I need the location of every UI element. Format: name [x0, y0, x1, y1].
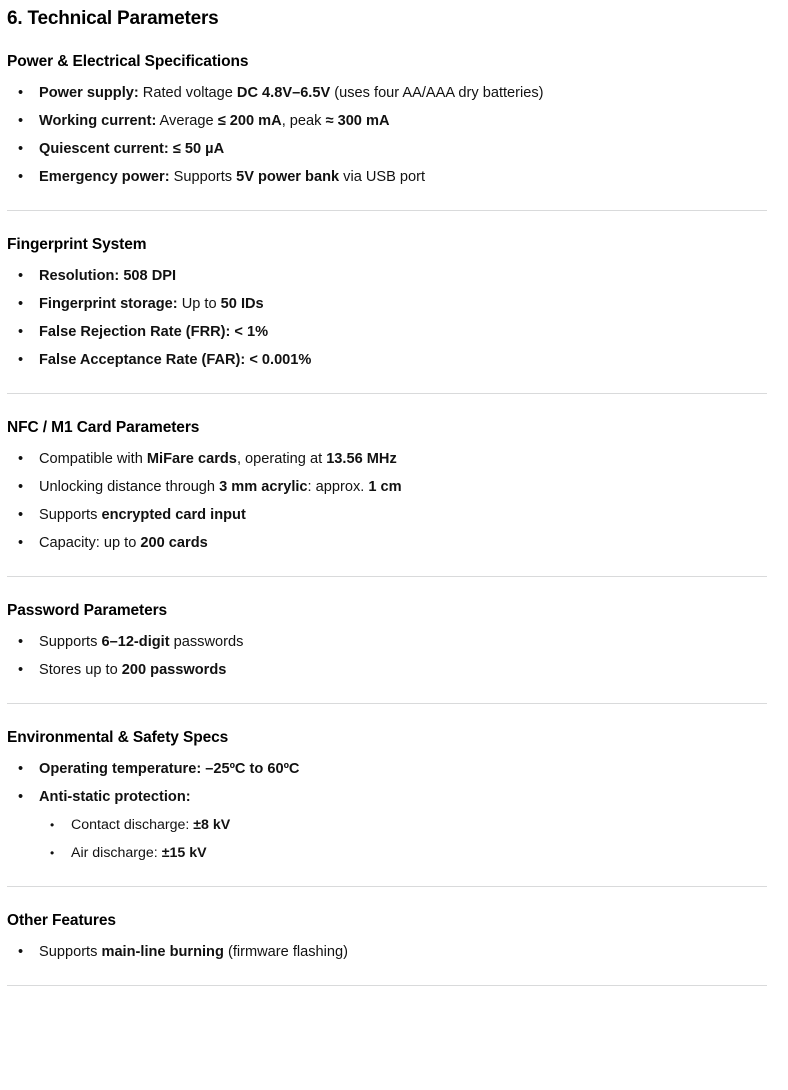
bullet-text-emphasis: False Rejection Rate (FRR): < 1%: [39, 324, 269, 340]
bullet-icon: •: [18, 507, 24, 523]
list-item-content: [39, 761, 299, 777]
bullet-text-emphasis: 200 cards: [140, 535, 208, 551]
sub-bullet-icon: •: [50, 818, 55, 832]
bullet-text-emphasis: ≈ 300 mA: [325, 113, 390, 129]
bullet-icon: •: [18, 324, 24, 340]
bullet-text: Contact discharge:: [71, 817, 194, 833]
section-heading: Password Parameters: [7, 602, 168, 619]
bullet-text: (uses four AA/AAA dry batteries): [330, 85, 544, 101]
list-item: [7, 346, 778, 374]
bullet-text-emphasis: Operating temperature: –25ºC to 60ºC: [39, 761, 300, 777]
bullet-text: Supports: [39, 634, 102, 650]
list-item: [7, 938, 778, 966]
bullet-text-emphasis: MiFare cards: [146, 451, 237, 467]
bullet-text-emphasis: ≤ 200 mA: [217, 113, 282, 129]
spec-section: [7, 577, 778, 684]
section-heading: Environmental & Safety Specs: [7, 729, 229, 746]
spec-list: [7, 262, 778, 374]
sub-list-item-content: [71, 817, 230, 833]
bullet-icon: •: [18, 296, 24, 312]
list-item-content: [39, 944, 348, 960]
bullet-text-emphasis: ±15 kV: [161, 845, 207, 861]
spec-list: [7, 79, 778, 191]
list-item-content: [39, 479, 402, 495]
list-item: [7, 290, 778, 318]
page-title: 6. Technical Parameters: [7, 8, 219, 29]
bullet-icon: •: [18, 352, 24, 368]
bullet-text: , operating at: [236, 451, 327, 467]
section-heading: Power & Electrical Specifications: [7, 53, 249, 70]
list-item-content: [39, 789, 191, 805]
bullet-text-emphasis: Resolution: 508 DPI: [39, 268, 177, 284]
bullet-text-emphasis: Anti-static protection:: [39, 789, 191, 805]
bullet-text-emphasis: 13.56 MHz: [326, 451, 397, 467]
list-item: [7, 501, 778, 529]
bullet-text: (firmware flashing): [223, 944, 348, 960]
spec-section: [7, 704, 778, 867]
list-item: [7, 163, 778, 191]
bullet-text-emphasis: 3 mm acrylic: [219, 479, 308, 495]
bullet-text-emphasis: ±8 kV: [193, 817, 231, 833]
bottom-spacer: [7, 986, 778, 1000]
bullet-text-emphasis: False Acceptance Rate (FAR): < 0.001%: [39, 352, 312, 368]
bullet-text: Unlocking distance through: [39, 479, 220, 495]
list-item-content: [39, 268, 176, 284]
bullet-text-emphasis: 6–12-digit: [101, 634, 170, 650]
list-item: [7, 262, 778, 290]
list-item-content: [39, 113, 390, 129]
spec-section: [7, 887, 778, 966]
sections-container: [7, 32, 778, 986]
bullet-icon: •: [18, 634, 24, 650]
bullet-icon: •: [18, 761, 24, 777]
list-item: [7, 783, 778, 867]
bullet-text-emphasis: Emergency power:: [39, 169, 170, 185]
bullet-icon: •: [18, 451, 24, 467]
list-item: [7, 473, 778, 501]
bullet-text-emphasis: Working current:: [39, 113, 157, 129]
list-item: [7, 318, 778, 346]
list-item-content: [39, 352, 311, 368]
bullet-text: Up to: [177, 296, 221, 312]
bullet-text: : approx.: [307, 479, 369, 495]
spec-list: [7, 628, 778, 684]
list-item-content: [39, 662, 226, 678]
bullet-text: Supports: [39, 507, 102, 523]
bullet-icon: •: [18, 535, 24, 551]
bullet-icon: •: [18, 169, 24, 185]
bullet-text: Average: [156, 113, 218, 129]
list-item-content: [39, 169, 425, 185]
list-item-content: [39, 507, 246, 523]
bullet-text: Supports: [39, 944, 102, 960]
bullet-text-emphasis: 50 IDs: [220, 296, 264, 312]
bullet-icon: •: [18, 268, 24, 284]
bullet-text-emphasis: Quiescent current: ≤ 50 µA: [39, 141, 225, 157]
list-item: [7, 79, 778, 107]
spec-sublist: [39, 811, 778, 867]
bullet-text: Air discharge:: [71, 845, 162, 861]
list-item-content: [39, 296, 264, 312]
spec-section: [7, 32, 778, 191]
bullet-icon: •: [18, 479, 24, 495]
spec-list: [7, 755, 778, 867]
bullet-text: Rated voltage: [138, 85, 237, 101]
bullet-text-emphasis: 200 passwords: [121, 662, 227, 678]
list-item-content: [39, 634, 243, 650]
spec-section: [7, 394, 778, 557]
bullet-icon: •: [18, 944, 24, 960]
bullet-text: Stores up to: [39, 662, 122, 678]
spec-section: [7, 211, 778, 374]
bullet-text-emphasis: 1 cm: [368, 479, 402, 495]
bullet-text: Supports: [169, 169, 237, 185]
bullet-text-emphasis: DC 4.8V–6.5V: [236, 85, 331, 101]
section-heading: Other Features: [7, 912, 116, 929]
bullet-icon: •: [18, 113, 24, 129]
bullet-text: Capacity: up to: [39, 535, 141, 551]
bullet-text: , peak: [281, 113, 326, 129]
bullet-icon: •: [18, 662, 24, 678]
bullet-text: passwords: [169, 634, 244, 650]
list-item: [7, 628, 778, 656]
list-item-content: [39, 535, 208, 551]
bullet-text-emphasis: Fingerprint storage:: [39, 296, 178, 312]
list-item-content: [39, 85, 544, 101]
list-item: [7, 135, 778, 163]
bullet-text-emphasis: encrypted card input: [101, 507, 246, 523]
bullet-text-emphasis: 5V power bank: [236, 169, 340, 185]
spec-list: [7, 445, 778, 557]
sub-list-item: [39, 811, 778, 839]
list-item-content: [39, 324, 268, 340]
sub-bullet-icon: •: [50, 846, 55, 860]
section-heading: Fingerprint System: [7, 236, 147, 253]
list-item: [7, 445, 778, 473]
bullet-text-emphasis: main-line burning: [101, 944, 224, 960]
spec-list: [7, 938, 778, 966]
bullet-text: via USB port: [339, 169, 426, 185]
list-item-content: [39, 141, 224, 157]
list-item-content: [39, 451, 397, 467]
sub-list-item-content: [71, 845, 207, 861]
bullet-icon: •: [18, 789, 24, 805]
bullet-text-emphasis: Power supply:: [39, 85, 139, 101]
bullet-icon: •: [18, 141, 24, 157]
bullet-icon: •: [18, 85, 24, 101]
section-heading: NFC / M1 Card Parameters: [7, 419, 200, 436]
bullet-text: Compatible with: [39, 451, 147, 467]
sub-list-item: [39, 839, 778, 867]
list-item: [7, 107, 778, 135]
list-item: [7, 755, 778, 783]
list-item: [7, 656, 778, 684]
list-item: [7, 529, 778, 557]
